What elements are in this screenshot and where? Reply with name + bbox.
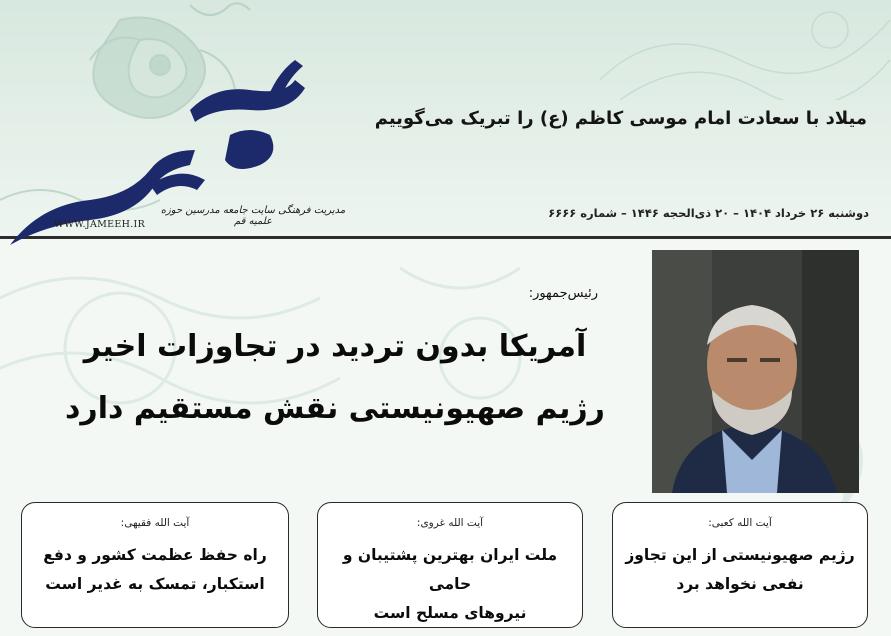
headline-line-1: آمریکا بدون تردید در تجاوزات اخیر (83, 329, 587, 364)
box-text-line-1: راه حفظ عظمت کشور و دفع (43, 546, 267, 564)
headline[interactable] (40, 316, 630, 440)
publisher-line: مدیریت فرهنگی سایت جامعه مدرسین حوزه علمیه قم (160, 205, 346, 227)
kicker: رئیس‌جمهور: (528, 286, 598, 301)
box-text-line-1: ملت ایران بهترین پشتیبان و حامی (342, 546, 558, 593)
dateline: دوشنبه ۲۶ خرداد ۱۴۰۴ – ۲۰ ذی‌الحجه ۱۴۴۶ – شماره ۶۶۶۶ (548, 206, 869, 220)
website-url[interactable]: WWW.JAMEEH.IR (54, 219, 146, 230)
box-text-line-2: نفعی نخواهد برد (676, 575, 804, 593)
portrait-photo (652, 250, 859, 493)
corner-pattern-icon (600, 0, 891, 100)
box-text-line-2: استکبار، تمسک به غدیر است (45, 575, 265, 593)
box-label: آیت الله کعبی: (708, 517, 772, 529)
portrait-photo-icon (652, 250, 859, 493)
box-label: آیت الله فقیهی: (120, 517, 190, 529)
box-label: آیت الله غروی: (416, 517, 484, 529)
headline-line-2: رژیم صهیونیستی نقش مستقیم دارد (65, 391, 605, 426)
box-text-line-1: رژیم صهیونیستی از این تجاوز (625, 546, 855, 564)
news-box-gharavi[interactable] (317, 502, 583, 628)
tagline: میلاد با سعادت امام موسی کاظم (ع) را تبریک می‌گوییم (374, 108, 867, 129)
news-box-kaabi[interactable] (612, 502, 868, 628)
news-box-faghihi[interactable] (21, 502, 289, 628)
box-text-line-2: نیروهای مسلح است (373, 604, 527, 622)
